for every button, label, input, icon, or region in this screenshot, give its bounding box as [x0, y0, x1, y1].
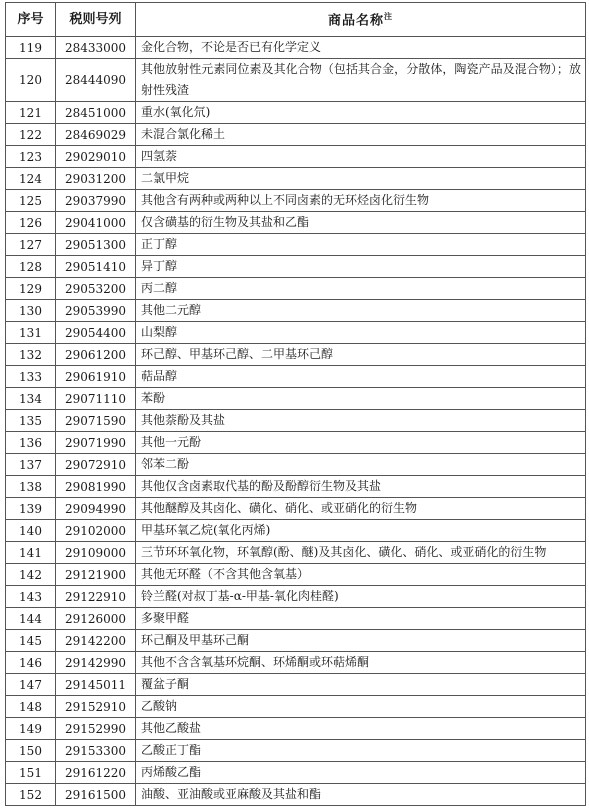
row-seq: 141: [6, 542, 56, 564]
table-row: [6, 674, 586, 696]
tariff-table: [5, 2, 586, 806]
row-name: 其他无环醛（不含其他含氧基）: [136, 564, 586, 586]
row-seq: 125: [6, 190, 56, 212]
row-code: 29109000: [56, 542, 136, 564]
row-name: 环己酮及甲基环己酮: [136, 630, 586, 652]
row-name: 其他醚醇及其卤化、磺化、硝化、或亚硝化的衍生物: [136, 498, 586, 520]
row-code: 29053200: [56, 278, 136, 300]
table-row: [6, 388, 586, 410]
row-code: 29061200: [56, 344, 136, 366]
row-name: 乙酸正丁酯: [136, 740, 586, 762]
row-code: 29071110: [56, 388, 136, 410]
row-seq: 122: [6, 124, 56, 146]
header-name: [136, 3, 586, 37]
row-name: 其他放射性元素同位素及其化合物（包括其合金，分散体，陶瓷产品及混合物）；放射性残渣: [136, 59, 586, 102]
row-seq: 139: [6, 498, 56, 520]
table-row: [6, 366, 586, 388]
header-name-footnote-mark: 注: [384, 12, 393, 22]
row-code: 29061910: [56, 366, 136, 388]
row-seq: 136: [6, 432, 56, 454]
table-row: [6, 564, 586, 586]
row-seq: 138: [6, 476, 56, 498]
row-name: 覆盆子酮: [136, 674, 586, 696]
table-row: [6, 784, 586, 806]
row-seq: 145: [6, 630, 56, 652]
table-row: [6, 146, 586, 168]
table-row: [6, 256, 586, 278]
header-row: [6, 3, 586, 37]
row-code: 28433000: [56, 37, 136, 59]
row-name: 山梨醇: [136, 322, 586, 344]
row-seq: 150: [6, 740, 56, 762]
row-name: 邻苯二酚: [136, 454, 586, 476]
table-row: [6, 190, 586, 212]
table-row: [6, 102, 586, 124]
table-row: [6, 168, 586, 190]
table-row: [6, 586, 586, 608]
table-row: [6, 37, 586, 59]
row-seq: 133: [6, 366, 56, 388]
row-seq: 131: [6, 322, 56, 344]
row-name: 其他乙酸盐: [136, 718, 586, 740]
table-row: [6, 234, 586, 256]
row-name: 其他萘酚及其盐: [136, 410, 586, 432]
row-code: 29053990: [56, 300, 136, 322]
table-row: [6, 718, 586, 740]
row-name: 铃兰醛(对叔丁基-α-甲基-氧化肉桂醛): [136, 586, 586, 608]
header-name-label: 商品名称: [327, 13, 384, 29]
row-code: 29081990: [56, 476, 136, 498]
row-seq: 135: [6, 410, 56, 432]
row-code: 28451000: [56, 102, 136, 124]
row-code: 29102000: [56, 520, 136, 542]
row-seq: 127: [6, 234, 56, 256]
table-row: [6, 608, 586, 630]
table-row: [6, 454, 586, 476]
row-code: 29161220: [56, 762, 136, 784]
header-seq: 序号: [6, 3, 56, 37]
table-row: [6, 322, 586, 344]
table-row: [6, 476, 586, 498]
row-code: 29037990: [56, 190, 136, 212]
row-seq: 137: [6, 454, 56, 476]
row-name: 甲基环氧乙烷(氧化丙烯): [136, 520, 586, 542]
row-name: 正丁醇: [136, 234, 586, 256]
row-name: 三节环环氧化物，环氧醇(酚、醚)及其卤化、磺化、硝化、或亚硝化的衍生物: [136, 542, 586, 564]
table-row: [6, 520, 586, 542]
row-seq: 123: [6, 146, 56, 168]
row-code: 29161500: [56, 784, 136, 806]
row-code: 29072910: [56, 454, 136, 476]
table-row: [6, 212, 586, 234]
row-code: 29152910: [56, 696, 136, 718]
row-name: 重水(氧化氘): [136, 102, 586, 124]
row-name: 金化合物，不论是否已有化学定义: [136, 37, 586, 59]
row-name: 环己醇、甲基环己醇、二甲基环己醇: [136, 344, 586, 366]
row-seq: 119: [6, 37, 56, 59]
table-row: [6, 124, 586, 146]
row-seq: 126: [6, 212, 56, 234]
row-code: 29145011: [56, 674, 136, 696]
table-row: [6, 542, 586, 564]
row-code: 29054400: [56, 322, 136, 344]
row-name: 其他二元醇: [136, 300, 586, 322]
row-code: 29142200: [56, 630, 136, 652]
row-name: 乙酸钠: [136, 696, 586, 718]
table-row: [6, 410, 586, 432]
row-name: 丙二醇: [136, 278, 586, 300]
row-code: 29126000: [56, 608, 136, 630]
row-code: 29142990: [56, 652, 136, 674]
row-name: 其他仅含卤素取代基的酚及酚醇衍生物及其盐: [136, 476, 586, 498]
row-name: 其他含有两种或两种以上不同卤素的无环烃卤化衍生物: [136, 190, 586, 212]
row-seq: 144: [6, 608, 56, 630]
row-seq: 130: [6, 300, 56, 322]
row-name: 其他不含含氧基环烷酮、环烯酮或环萜烯酮: [136, 652, 586, 674]
row-code: 29051410: [56, 256, 136, 278]
row-name: 异丁醇: [136, 256, 586, 278]
row-code: 28469029: [56, 124, 136, 146]
row-code: 29031200: [56, 168, 136, 190]
row-code: 29071990: [56, 432, 136, 454]
table-header: [6, 3, 586, 37]
row-code: 29071590: [56, 410, 136, 432]
table-row: [6, 696, 586, 718]
row-code: 28444090: [56, 59, 136, 102]
row-name: 苯酚: [136, 388, 586, 410]
row-code: 29153300: [56, 740, 136, 762]
row-seq: 120: [6, 59, 56, 102]
row-name: 丙烯酸乙酯: [136, 762, 586, 784]
row-seq: 151: [6, 762, 56, 784]
row-name: 萜品醇: [136, 366, 586, 388]
row-name: 仅含磺基的衍生物及其盐和乙酯: [136, 212, 586, 234]
row-name: 多聚甲醛: [136, 608, 586, 630]
table-row: [6, 498, 586, 520]
row-seq: 152: [6, 784, 56, 806]
row-seq: 146: [6, 652, 56, 674]
table-row: [6, 432, 586, 454]
row-code: 29029010: [56, 146, 136, 168]
header-code: 税则号列: [56, 3, 136, 37]
table-row: [6, 344, 586, 366]
row-name: 油酸、亚油酸或亚麻酸及其盐和酯: [136, 784, 586, 806]
row-name: 二氯甲烷: [136, 168, 586, 190]
row-code: 29094990: [56, 498, 136, 520]
table-row: [6, 740, 586, 762]
row-seq: 140: [6, 520, 56, 542]
row-name: 未混合氯化稀土: [136, 124, 586, 146]
table-row: [6, 630, 586, 652]
row-seq: 149: [6, 718, 56, 740]
table-row: [6, 652, 586, 674]
row-code: 29152990: [56, 718, 136, 740]
row-seq: 142: [6, 564, 56, 586]
row-seq: 121: [6, 102, 56, 124]
table-row: [6, 278, 586, 300]
row-seq: 134: [6, 388, 56, 410]
table-body: [6, 37, 586, 806]
table-row: [6, 59, 586, 102]
table-row: [6, 300, 586, 322]
row-code: 29051300: [56, 234, 136, 256]
row-name: 其他一元酚: [136, 432, 586, 454]
row-code: 29041000: [56, 212, 136, 234]
row-seq: 124: [6, 168, 56, 190]
row-seq: 128: [6, 256, 56, 278]
row-code: 29121900: [56, 564, 136, 586]
row-seq: 129: [6, 278, 56, 300]
table-row: [6, 762, 586, 784]
row-seq: 148: [6, 696, 56, 718]
row-seq: 143: [6, 586, 56, 608]
row-seq: 147: [6, 674, 56, 696]
row-seq: 132: [6, 344, 56, 366]
row-name: 四氢萘: [136, 146, 586, 168]
row-code: 29122910: [56, 586, 136, 608]
